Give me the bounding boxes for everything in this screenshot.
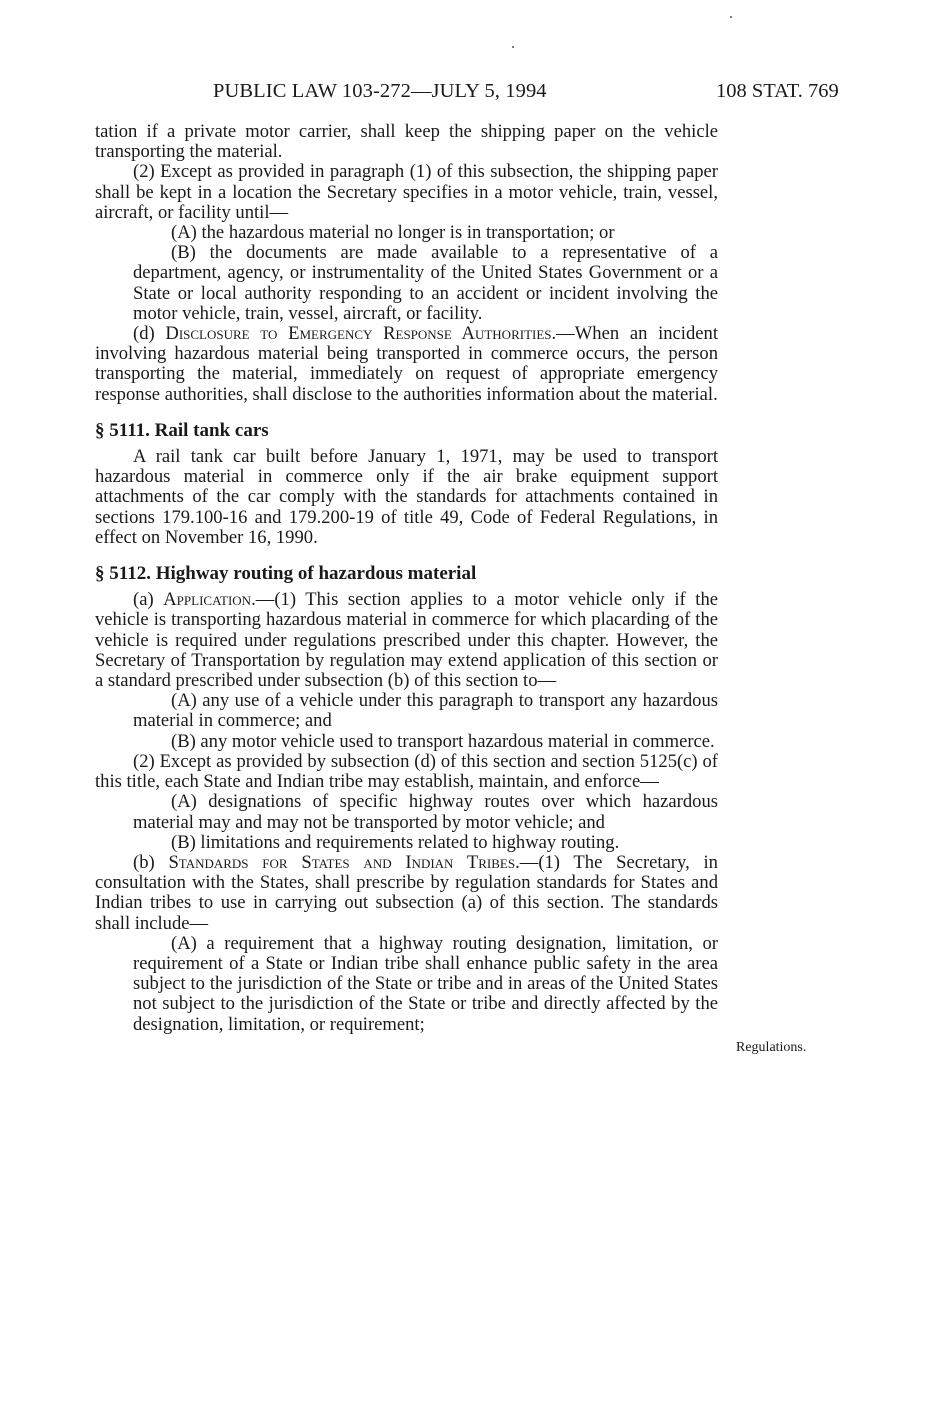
subparagraph: (B) any motor vehicle used to transport hazardous material in commerce. (171, 730, 715, 752)
statute-page-number: 108 STAT. 769 (716, 80, 839, 102)
page-body (95, 122, 718, 1035)
subsection-text: —When an incident involving hazardous material being transported in commerce occurs, the person transporting the material, immediately on request of appropriate emergency response authorities, shall disclose to the authorities information about the material. (95, 323, 718, 405)
paragraph: A rail tank car built before January 1, 1971, may be used to transport hazardous material in commerce only if the air brake equipment support attachments of the car comply with the standards for attachments contained in sections 179.100-16 and 179.200-19 of title 49, Code of Federal Regulations, in effect on November 16, 1990. (95, 446, 718, 548)
subsection (95, 853, 718, 934)
subparagraph: (B) limitations and requirements related to highway routing. (171, 831, 620, 853)
subparagraph: (A) a requirement that a highway routing designation, limitation, or requirement of a State or Indian tribe shall enhance public safety in the area subject to the jurisdiction of the State or tribe and in areas of the United States not subject to the jurisdiction of the State or tribe and directly affected by the designation, limitation, or requirement; (133, 932, 718, 1035)
subsection-heading: Application. (163, 589, 256, 611)
paragraph: (2) Except as provided in paragraph (1) of this subsection, the shipping paper shall be kept in a location the Secretary specifies in a motor vehicle, train, vessel, aircraft, or facility until— (95, 161, 718, 223)
scan-speck (730, 16, 732, 18)
subsection (95, 590, 718, 691)
paragraph: tation if a private motor carrier, shall keep the shipping paper on the vehicle transporting the material. (95, 121, 718, 163)
running-title: PUBLIC LAW 103-272—JULY 5, 1994 (213, 80, 547, 102)
subparagraph: (A) designations of specific highway routes over which hazardous material may and may not be transported by motor vehicle; and (133, 791, 718, 833)
subsection-heading: Disclosure to Emergency Response Authorities. (165, 323, 557, 345)
subparagraph: (A) any use of a vehicle under this paragraph to transport any hazardous material in commerce; and (133, 690, 718, 732)
margin-note: Regulations. (736, 1040, 807, 1055)
subparagraph: (A) the hazardous material no longer is in transportation; or (171, 222, 615, 244)
subsection-label: (d) (133, 323, 166, 345)
paragraph: (2) Except as provided by subsection (d) of this section and section 5125(c) of this title, each State and Indian tribe may establish, maintain, and enforce— (95, 750, 718, 793)
scan-speck (512, 46, 514, 48)
subsection-text: —(1) The Secretary, in consultation with the States, shall prescribe by regulation standards for States and Indian tribes to use in carrying out subsection (a) of this section. The standards shall include— (95, 851, 718, 934)
subsection-label: (b) (133, 851, 169, 873)
subsection-label: (a) (133, 589, 164, 611)
section-heading-5112: § 5112. Highway routing of hazardous material (95, 563, 477, 585)
subsection-text: —(1) This section applies to a motor vehicle only if the vehicle is transporting hazardous material in commerce for which placarding of the vehicle is required under regulations prescribed under this chapter. However, the Secretary of Transportation by regulation may extend application of this section or a standard prescribed under subsection (b) of this section to— (95, 589, 718, 692)
subparagraph: (B) the documents are made available to a representative of a department, agency, or instrumentality of the United States Government or a State or local authority responding to an accident or incident involving the motor vehicle, train, vessel, aircraft, or facility. (133, 242, 718, 324)
subsection-heading: Standards for States and Indian Tribes. (168, 851, 520, 873)
page-header (0, 80, 943, 108)
section-heading-5111: § 5111. Rail tank cars (95, 419, 269, 441)
subsection (95, 324, 718, 405)
